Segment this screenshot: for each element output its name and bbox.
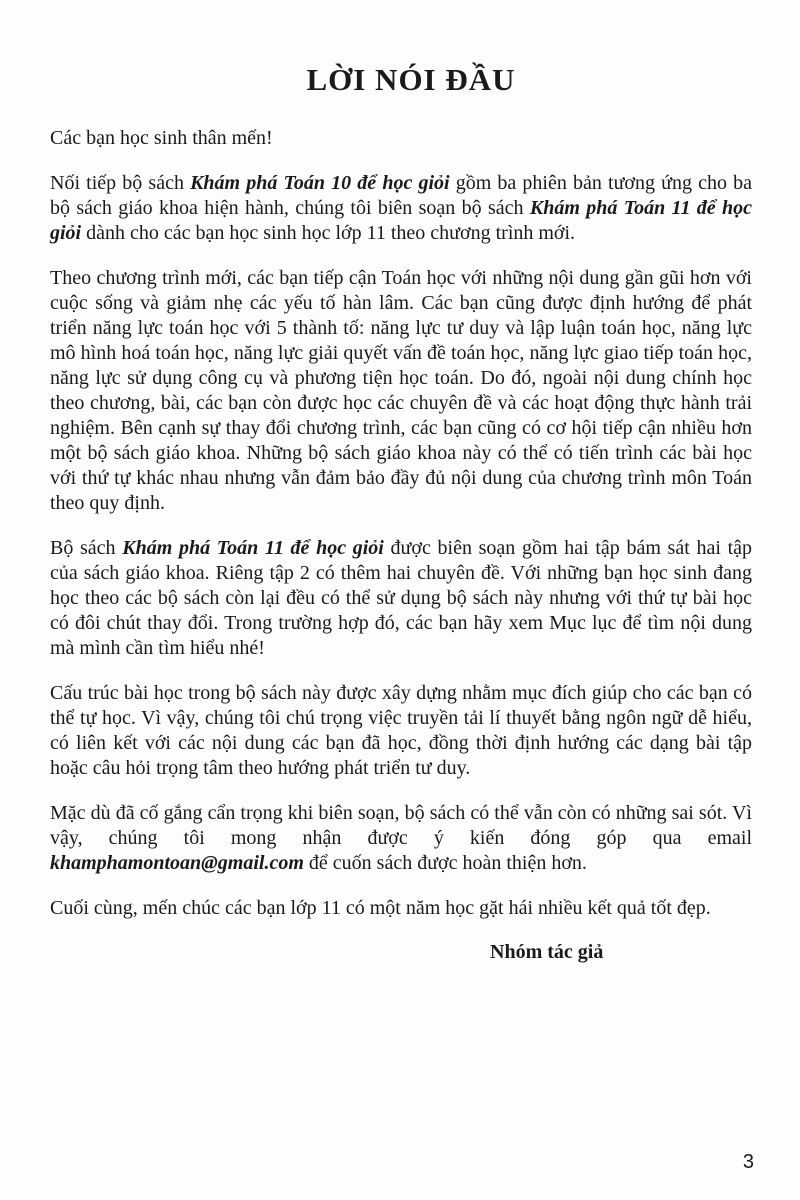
paragraph-text: dành cho các bạn học sinh học lớp 11 theo chương trình mới. [81,222,576,244]
emphasis-text: khamphamontoan@gmail.com [50,852,304,874]
emphasis-text: Khám phá Toán 10 để học giỏi [190,172,450,194]
paragraph-text: Nối tiếp bộ sách [50,172,191,194]
paragraph [50,171,752,246]
paragraph-text: Cấu trúc bài học trong bộ sách này được xây dựng nhằm mục đích giúp cho các bạn có thể tự học. Vì vậy, chúng tôi chú trọng việc truyền tải lí thuyết bằng ngôn ngữ dễ hiểu, có liên kết với các nội dung các bạn đã học, đồng thời định hướng các dạng bài tập hoặc câu hỏi trọng tâm theo hướng phát triển tư duy. [50,682,752,779]
emphasis-text: Khám phá Toán 11 để học giỏi [122,537,384,559]
paragraph [50,681,752,781]
greeting: Các bạn học sinh thân mến! [50,127,273,149]
paragraph-text: Bộ sách [50,537,123,559]
paragraph [50,536,752,661]
paragraph-text: để cuốn sách được hoàn thiện hơn. [303,852,587,874]
page-number: 3 [742,1151,754,1173]
paragraph-text: Cuối cùng, mến chúc các bạn lớp 11 có một năm học gặt hái nhiều kết quả tốt đẹp. [50,897,711,919]
paragraph [50,801,752,876]
paragraph-text: Mặc dù đã cố gắng cẩn trọng khi biên soạn, bộ sách có thể vẫn còn có những sai sót. Vì vậy, chúng tôi mong nhận được ý kiến đóng góp qua email [50,802,752,849]
paragraph-text: được biên soạn gồm hai tập bám sát hai tập của sách giáo khoa. Riêng tập 2 có thêm hai chuyên đề. Với những bạn học sinh đang học theo các bộ sách còn lại đều có thể sử dụng bộ sách này nhưng với thứ tự bài học có đôi chút thay đổi. Trong trường hợp đó, các bạn hãy xem Mục lục để tìm nội dung mà mình cần tìm hiểu nhé! [50,537,752,659]
paragraph [50,266,752,516]
paragraph [50,896,752,921]
paragraph-text: Theo chương trình mới, các bạn tiếp cận Toán học với những nội dung gần gũi hơn với cuộc sống và giảm nhẹ các yếu tố hàn lâm. Các bạn cũng được định hướng để phát triển năng lực toán học với 5 thành tố: năng lực tư duy và lập luận toán học, năng lực mô hình hoá toán học, năng lực giải quyết vấn đề toán học, năng lực giao tiếp toán học, năng lực sử dụng công cụ và phương tiện học toán. Do đó, ngoài nội dung chính học theo chương, bài, các bạn còn được học các chuyên đề và các hoạt động thực hành trải nghiệm. Bên cạnh sự thay đổi chương trình, các bạn cũng có cơ hội tiếp cận nhiều hơn một bộ sách giáo khoa. Những bộ sách giáo khoa này có thể có tiến trình các bài học với thứ tự khác nhau nhưng vẫn đảm bảo đầy đủ nội dung của chương trình môn Toán theo quy định. [50,267,752,514]
page-title: LỜI NÓI ĐẦU [306,62,516,97]
signature: Nhóm tác giả [490,941,604,963]
emphasis-text: Khám phá Toán 11 để học giỏi [50,197,752,244]
body-text [50,171,752,921]
paragraph-text: gồm ba phiên bản tương ứng cho ba bộ sách giáo khoa hiện hành, chúng tôi biên soạn bộ sách [50,172,753,219]
